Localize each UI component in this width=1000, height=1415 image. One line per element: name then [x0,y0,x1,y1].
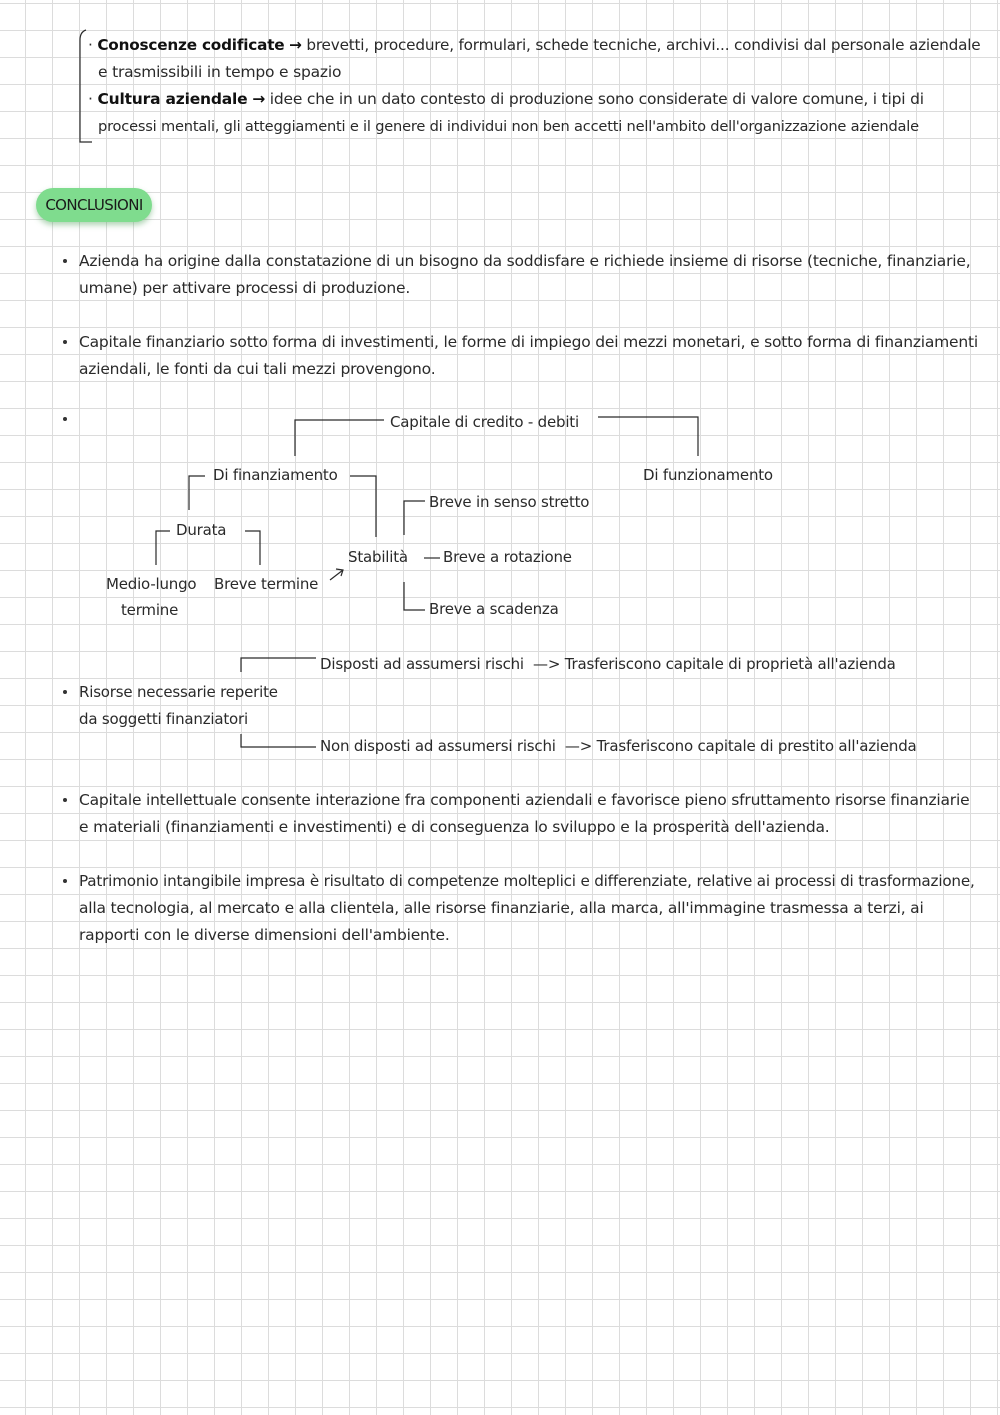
risorse-non-disposti-label: Non disposti ad assumersi rischi [320,737,556,755]
diagram-medio-lungo: Medio-lungo [106,575,197,593]
diagram-di-funzionamento: Di funzionamento [643,466,773,484]
paragraph-2-line-2: aziendali, le fonti da cui tali mezzi provengono. [79,360,436,378]
diagram-breve-termine: Breve termine [214,575,319,593]
diagram-durata: Durata [176,521,227,539]
arrow-icon: → [252,90,265,108]
term-conoscenze: Conoscenze codificate [97,36,285,54]
top-list-item-2-cont: processi mentali, gli atteggiamenti e il genere di individui non ben accetti nell'ambito dell'organizzazione aziendale [98,118,919,135]
diagram-breve-stretto: Breve in senso stretto [429,493,590,511]
paragraph-1-line-1: Azienda ha origine dalla constatazione di un bisogno da soddisfare e richiede insieme di risorse (tecniche, finanziarie, [79,252,971,270]
diagram-breve-scadenza: Breve a scadenza [429,600,559,618]
bullet-icon [63,798,67,802]
arrow-icon: → [289,36,302,54]
paragraph-2-line-1: Capitale finanziario sotto forma di investimenti, le forme di impiego dei mezzi monetari, e sotto forma di finanziamenti [79,333,978,351]
paragraph-1-line-2: umane) per attivare processi di produzione. [79,279,411,297]
diagram-medio-lungo-termine: termine [121,601,179,619]
bullet-icon [63,879,67,883]
risorse-non-disposti-result: —> Trasferiscono capitale di prestito all'azienda [564,737,917,755]
bullet-icon [63,690,67,694]
diagram-stabilita: Stabilità [348,548,408,566]
bullet-icon [63,417,67,421]
top-list-item-1-cont: e trasmissibili in tempo e spazio [98,63,342,81]
paragraph-3-line-1: Capitale intellettuale consente interazione fra componenti aziendali e favorisce pieno sfruttamento risorse finanziarie [79,791,970,809]
risorse-non-disposti [320,733,917,760]
risorse-label-line-1: Risorse necessarie reperite [79,683,278,701]
term-cultura: Cultura aziendale [97,90,248,108]
paragraph-3-line-2: e materiali (finanziamenti e investimenti) e di conseguenza lo sviluppo e la prosperità dell'azienda. [79,818,830,836]
diagram-breve-rotazione: Breve a rotazione [443,548,572,566]
definition-text: brevetti, procedure, formulari, schede tecniche, archivi... condivisi dal personale aziendale [306,36,981,54]
diagram-root: Capitale di credito - debiti [390,413,579,431]
top-list-item-2 [88,86,924,113]
definition-text: idee che in un dato contesto di produzione sono considerate di valore comune, i tipi di [269,90,924,108]
risorse-disposti-result: —> Trasferiscono capitale di proprietà all'azienda [533,655,896,673]
diagram-di-finanziamento: Di finanziamento [213,466,338,484]
section-tag-conclusioni: CONCLUSIONI [36,188,152,222]
bullet-icon [63,259,67,263]
top-list-item-1 [88,32,980,59]
paragraph-4-line-1: Patrimonio intangibile impresa è risultato di competenze molteplici e differenziate, relative ai processi di trasformazione, [79,872,975,890]
paragraph-4-line-3: rapporti con le diverse dimensioni dell'ambiente. [79,926,450,944]
bullet-icon: · [88,36,93,54]
risorse-disposti [320,651,896,678]
bullet-icon: · [88,90,93,108]
risorse-disposti-label: Disposti ad assumersi rischi [320,655,524,673]
risorse-label-line-2: da soggetti finanziatori [79,710,248,728]
paragraph-4-line-2: alla tecnologia, al mercato e alla clientela, alle risorse finanziarie, alla marca, all'immagine trasmessa a terzi, ai [79,899,924,917]
bullet-icon [63,340,67,344]
